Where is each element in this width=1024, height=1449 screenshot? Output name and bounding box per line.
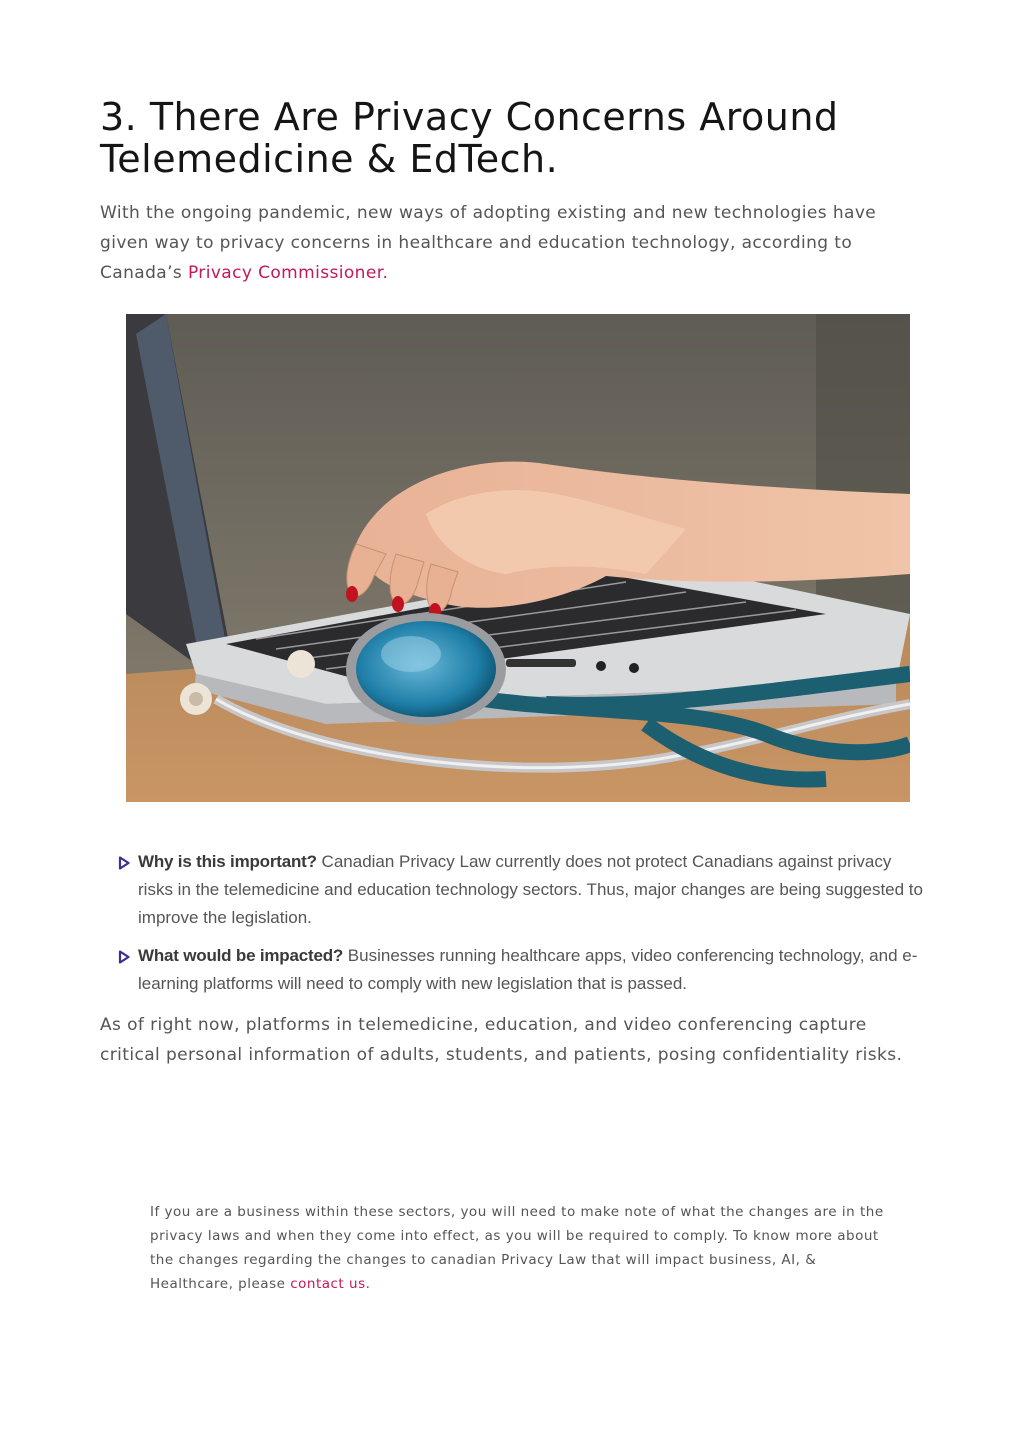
point-text: Businesses running healthcare apps, video conferencing technology, and e-learning platforms will need to comply with new legislation that is passed. (138, 946, 918, 993)
list-item (118, 848, 928, 932)
contact-us-link[interactable]: contact us. (290, 1276, 371, 1292)
point-text: Canadian Privacy Law currently does not protect Canadians against privacy risks in the telemedicine and education technology sectors. Thus, major changes are being suggested to improve the legislation. (138, 852, 923, 927)
note-text: If you are a business within these sectors, you will need to make note of what the changes are in the privacy laws and when they come into effect, as you will be required to comply. To know more about the changes regarding the changes to canadian Privacy Law that will impact business, AI, & Healthcare, please (150, 1204, 884, 1292)
intro-text: With the ongoing pandemic, new ways of adopting existing and new technologies have given way to privacy concerns in healthcare and education technology, according to Canada’s (100, 203, 877, 283)
triangle-bullet-icon (118, 856, 130, 870)
business-note (150, 1200, 890, 1296)
triangle-bullet-icon (118, 950, 130, 964)
privacy-commissioner-link[interactable]: Privacy Commissioner. (187, 263, 389, 283)
section-heading: 3. There Are Privacy Concerns Around Telemedicine & EdTech. (100, 95, 839, 181)
laptop-stethoscope-photo (126, 314, 910, 802)
list-item (118, 942, 928, 998)
point-label: Why is this important? (138, 852, 317, 871)
closing-paragraph: As of right now, platforms in telemedicine, education, and video conferencing capture critical personal information of adults, students, and patients, posing confidentiality risks. (100, 1015, 903, 1065)
point-label: What would be impacted? (138, 946, 344, 965)
key-points-list (118, 848, 928, 1008)
intro-paragraph (100, 198, 930, 288)
